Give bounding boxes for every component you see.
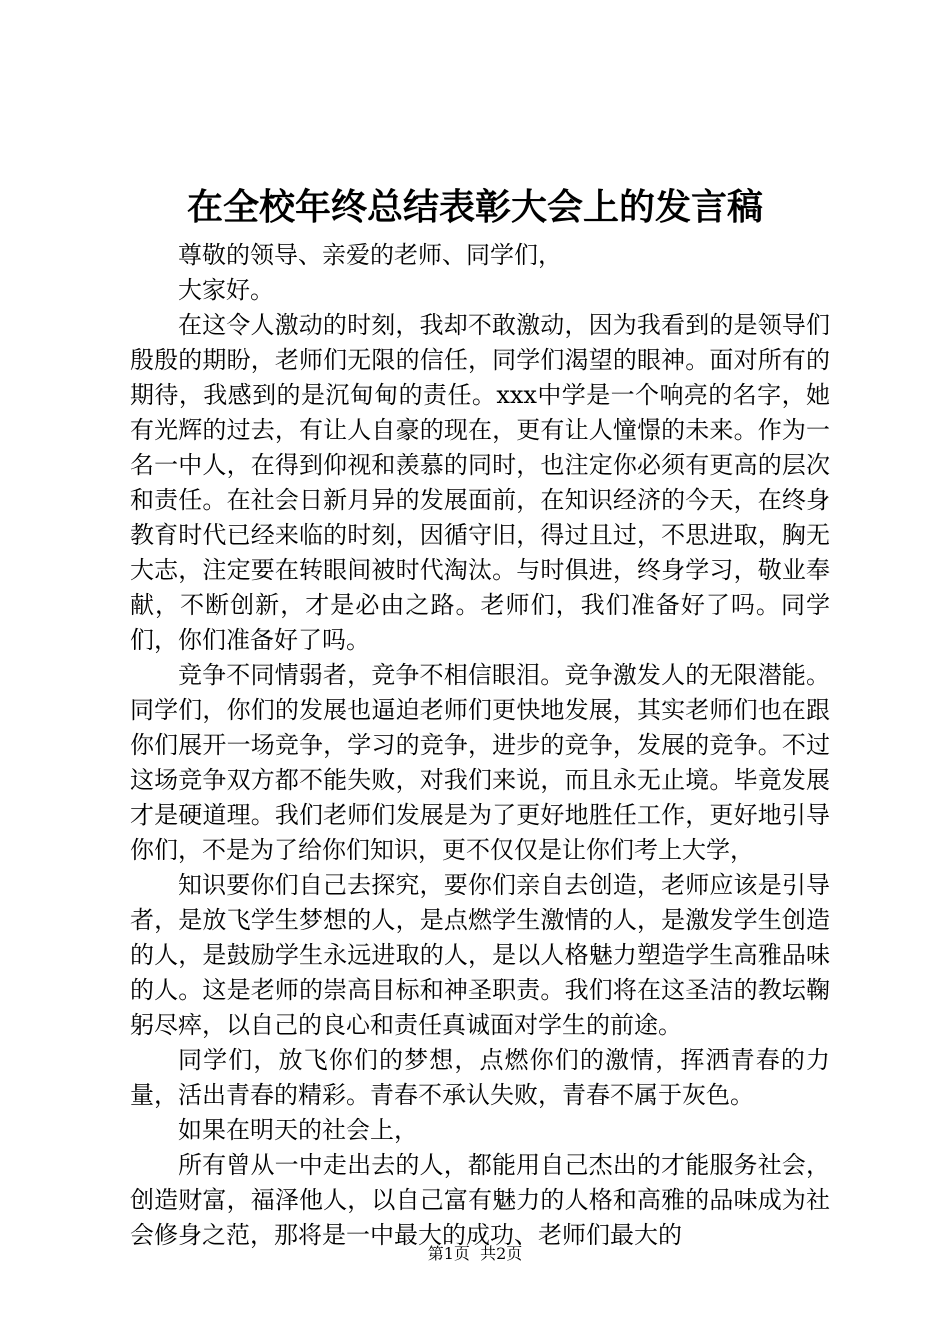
paragraph: 如果在明天的社会上， (178, 1116, 418, 1144)
paragraph: 同学们，放飞你们的梦想，点燃你们的激情，挥洒青春的力量，活出青春的精彩。青春不承认失败，青春不属于灰色。 (130, 1046, 830, 1109)
paragraph: 所有曾从一中走出去的人，都能用自己杰出的才能服务社会，创造财富，福泽他人，以自己富有魅力的人格和高雅的品味成为社会修身之范，那将是一中最大的成功、老师们最大的 (130, 1151, 830, 1249)
document-body (130, 238, 830, 1253)
page-title: 在全校年终总结表彰大会上的发言稿 (186, 187, 763, 228)
paragraph: 竞争不同情弱者，竞争不相信眼泪。竞争激发人的无限潜能。同学们，你们的发展也逼迫老师们更快地发展，其实老师们也在跟你们展开一场竞争，学习的竞争，进步的竞争，发展的竞争。不过这场竞争双方都不能失败，对我们来说，而且永无止境。毕竟发展才是硬道理。我们老师们发展是为了更好地胜任工作，更好地引导你们，不是为了给你们知识，更不仅仅是让你们考上大学， (130, 661, 830, 864)
paragraph-greeting: 大家好。 (178, 276, 274, 304)
paragraph-salutation: 尊敬的领导、亲爱的老师、同学们， (178, 241, 562, 269)
page-footer: 第1页 共2页 (427, 1244, 523, 1263)
paragraph: 在这令人激动的时刻，我却不敢激动，因为我看到的是领导们殷殷的期盼，老师们无限的信任，同学们渴望的眼神。面对所有的期待，我感到的是沉甸甸的责任。xxx中学是一个响亮的名字，她有光辉的过去，有让人自豪的现在，更有让人憧憬的未来。作为一名一中人，在得到仰视和羡慕的同时，也注定你必须有更高的层次和责任。在社会日新月异的发展面前，在知识经济的今天，在终身教育时代已经来临的时刻，因循守旧，得过且过，不思进取，胸无大志，注定要在转眼间被时代淘汰。与时俱进，终身学习，敬业奉献，不断创新，才是必由之路。老师们，我们准备好了吗。同学们，你们准备好了吗。 (130, 311, 830, 654)
paragraph: 知识要你们自己去探究，要你们亲自去创造，老师应该是引导者，是放飞学生梦想的人，是点燃学生激情的人，是激发学生创造的人，是鼓励学生永远进取的人，是以人格魅力塑造学生高雅品味的人。这是老师的崇高目标和神圣职责。我们将在这圣洁的教坛鞠躬尽瘁，以自己的良心和责任真诚面对学生的前途。 (130, 871, 830, 1039)
